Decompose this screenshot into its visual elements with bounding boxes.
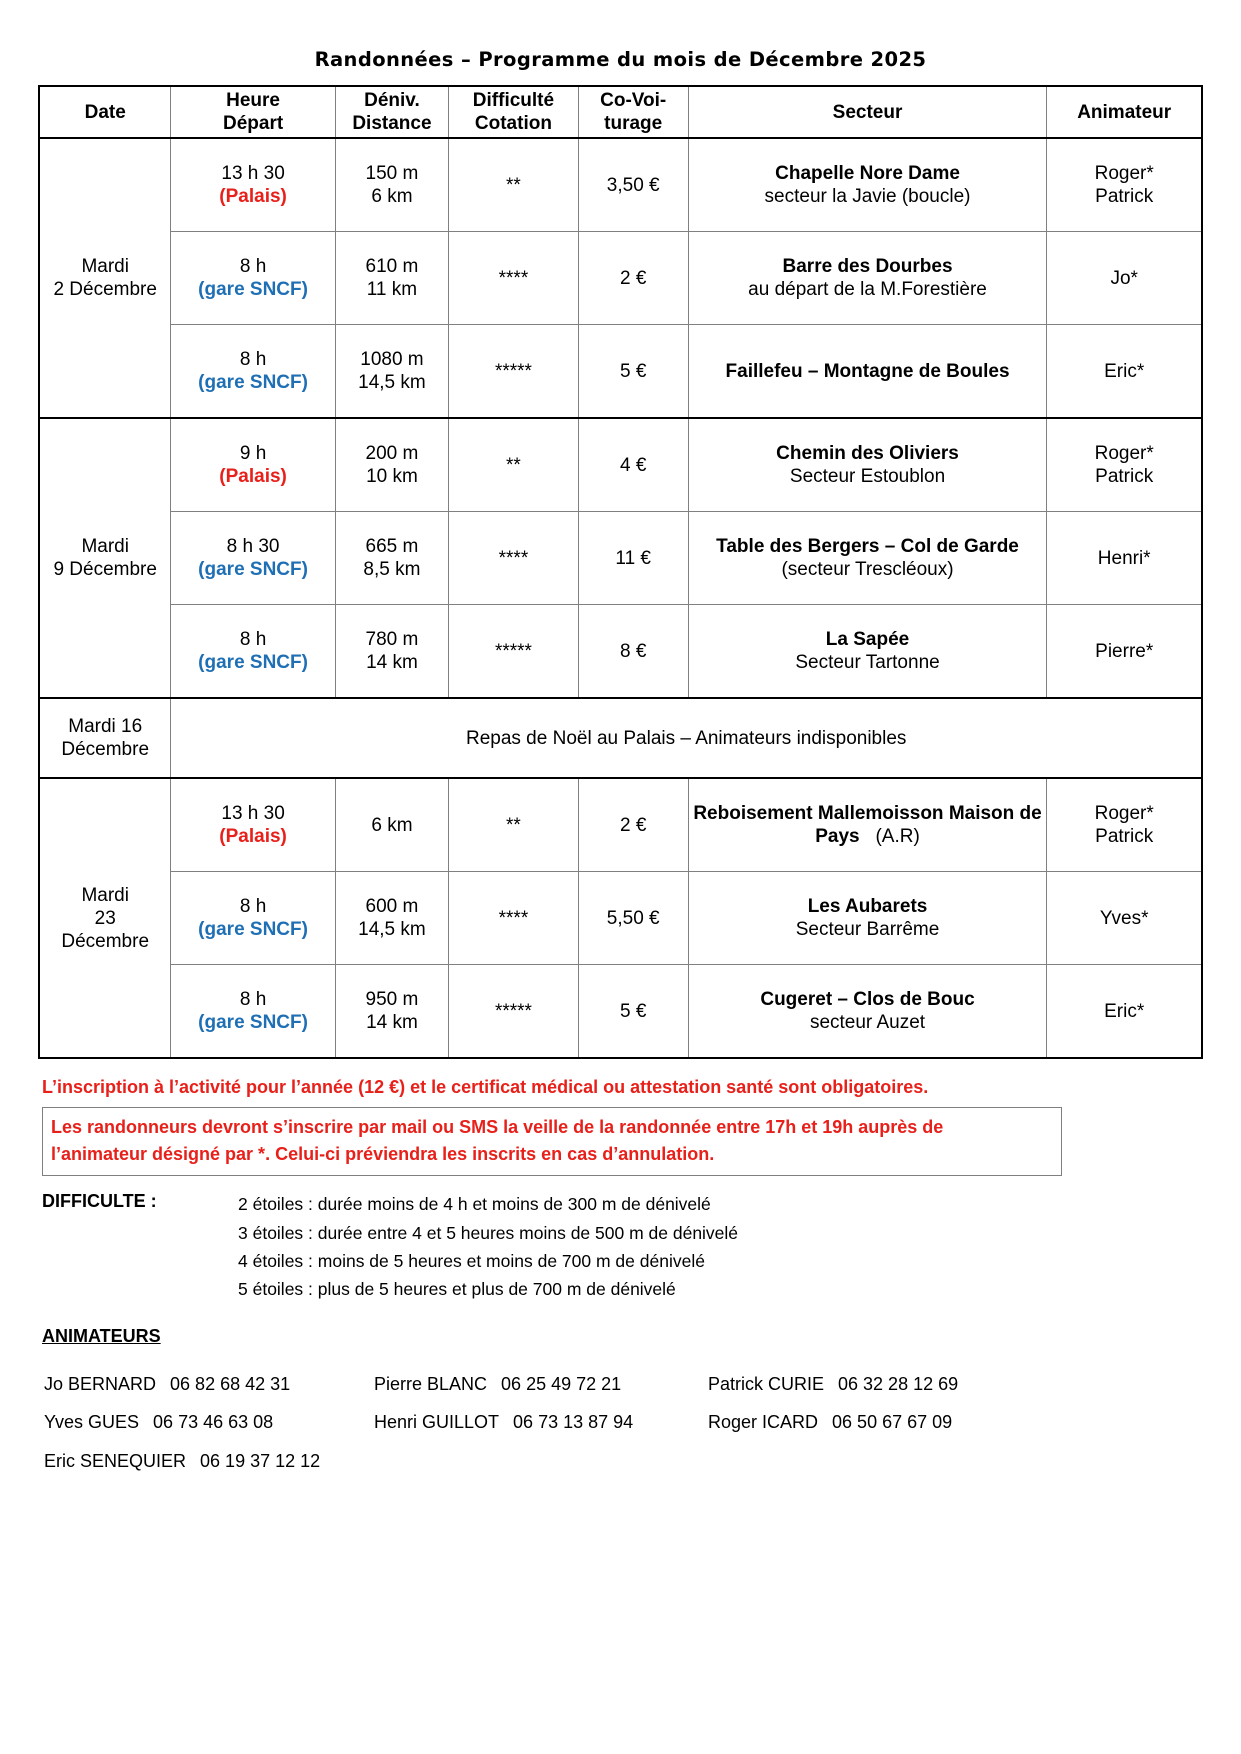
elevation-value: 665 m <box>365 536 419 558</box>
table-row <box>39 512 1202 605</box>
notice-box-line2: l’animateur désigné par *. Celui-ci préviendra les inscrits en cas d’annulation. <box>51 1144 715 1165</box>
sector-name: Reboisement Mallemoisson Maison de Pays (A.R) <box>693 803 1042 848</box>
departure-place: (gare SNCF) <box>198 1012 308 1034</box>
sector-name: Table des Bergers – Col de Garde <box>716 536 1019 558</box>
leader-cell <box>1047 418 1202 512</box>
difficulty-rating-cell: **** <box>449 512 579 605</box>
elevation-value: 610 m <box>365 256 419 278</box>
difficulte-line: 5 étoiles : plus de 5 heures et plus de 700 m de dénivelé <box>238 1279 676 1300</box>
animateur-phone: 06 73 13 87 94 <box>513 1412 634 1433</box>
animateur-name: Pierre BLANC <box>374 1373 488 1394</box>
elevation-value: 150 m <box>365 163 419 185</box>
sector-name: Chapelle Nore Dame <box>775 163 960 185</box>
leader-name: Eric* <box>1104 360 1145 382</box>
elevation-distance-cell <box>335 778 448 872</box>
date-cell <box>39 698 171 778</box>
difficulte-line: 2 étoiles : durée moins de 4 h et moins de 300 m de dénivelé <box>238 1194 711 1215</box>
date-cell <box>39 138 171 418</box>
animateur-entry <box>708 1365 1048 1404</box>
column-header-secteur: Secteur <box>688 86 1047 138</box>
animateur-row <box>44 1365 1203 1404</box>
date-line: Mardi <box>81 536 129 558</box>
date-line: Mardi 16 <box>68 716 143 738</box>
sector-subtitle: au départ de la M.Forestière <box>748 279 987 301</box>
animateur-phone: 06 82 68 42 31 <box>170 1373 291 1394</box>
table-row <box>39 965 1202 1059</box>
animateur-entry <box>374 1403 708 1442</box>
animateur-entry <box>44 1365 374 1404</box>
leader-name: Patrick <box>1095 186 1154 208</box>
elevation-value: 600 m <box>365 896 419 918</box>
difficulte-lines <box>238 1190 738 1303</box>
elevation-value: 1080 m <box>360 349 424 371</box>
elevation-distance-cell <box>335 418 448 512</box>
departure-place: (gare SNCF) <box>198 919 308 941</box>
distance-value: 6 km <box>371 814 413 836</box>
departure-cell <box>171 872 335 965</box>
notice-box-line1: Les randonneurs devront s’inscrire par mail ou SMS la veille de la randonnée entre 17h et 19h auprès de <box>51 1117 944 1138</box>
sector-cell <box>688 418 1047 512</box>
animateur-entry <box>44 1442 374 1481</box>
elevation-distance-cell <box>335 872 448 965</box>
departure-time: 8 h <box>239 256 267 278</box>
carpool-cost-cell: 11 € <box>578 512 688 605</box>
sector-cell <box>688 605 1047 699</box>
distance-value: 14 km <box>366 1012 418 1034</box>
sector-cell <box>688 512 1047 605</box>
difficulty-rating-cell: **** <box>449 232 579 325</box>
elevation-distance-cell <box>335 232 448 325</box>
departure-place: (Palais) <box>219 186 287 208</box>
animateur-phone: 06 32 28 12 69 <box>838 1373 959 1394</box>
difficulte-line: 3 étoiles : durée entre 4 et 5 heures moins de 500 m de dénivelé <box>238 1222 739 1243</box>
distance-value: 14,5 km <box>358 919 426 941</box>
difficulte-label: DIFFICULTE : <box>42 1191 157 1212</box>
difficulty-rating-cell: ***** <box>449 325 579 419</box>
animateur-name: Henri GUILLOT <box>374 1412 500 1433</box>
elevation-distance-cell <box>335 965 448 1059</box>
difficulty-rating-cell: ** <box>449 138 579 232</box>
elevation-distance-cell <box>335 512 448 605</box>
distance-value: 8,5 km <box>363 559 421 581</box>
animateur-phone: 06 25 49 72 21 <box>501 1373 622 1394</box>
table-row <box>39 418 1202 512</box>
leader-cell <box>1047 138 1202 232</box>
distance-value: 14,5 km <box>358 372 426 394</box>
table-body <box>39 138 1202 1058</box>
sector-subtitle: Secteur Tartonne <box>795 652 940 674</box>
difficulty-rating-cell: ** <box>449 778 579 872</box>
departure-cell <box>171 232 335 325</box>
header-diff-line1: Difficulté <box>472 90 555 111</box>
sector-subtitle: (secteur Trescléoux) <box>781 559 954 581</box>
leader-cell <box>1047 325 1202 419</box>
sector-name: Cugeret – Clos de Bouc <box>760 989 975 1011</box>
leader-name: Eric* <box>1104 1000 1145 1022</box>
date-line: Mardi <box>81 256 129 278</box>
leader-name: Roger* <box>1094 803 1154 825</box>
schedule-table <box>38 85 1203 1059</box>
date-line: 9 Décembre <box>53 559 157 581</box>
departure-time: 13 h 30 <box>221 803 285 825</box>
elevation-distance-cell <box>335 605 448 699</box>
departure-time: 8 h 30 <box>226 536 280 558</box>
date-line: Mardi <box>81 884 129 906</box>
sector-name: La Sapée <box>825 629 910 651</box>
elevation-value: 200 m <box>365 443 419 465</box>
difficulty-rating-cell: **** <box>449 872 579 965</box>
leader-name: Henri* <box>1097 547 1151 569</box>
animateur-row <box>44 1403 1203 1442</box>
animateur-name: Eric SENEQUIER <box>44 1451 187 1472</box>
departure-cell <box>171 778 335 872</box>
date-line: 23 <box>94 907 116 929</box>
animateur-name: Roger ICARD <box>708 1412 819 1433</box>
column-header-deniv-distance <box>335 86 448 138</box>
animateur-entry <box>44 1403 374 1442</box>
departure-cell <box>171 325 335 419</box>
animateur-phone: 06 73 46 63 08 <box>153 1412 274 1433</box>
animateur-entry <box>708 1403 1048 1442</box>
departure-time: 9 h <box>239 443 267 465</box>
header-deniv-line2: Distance <box>352 113 432 135</box>
animateur-entry <box>374 1365 708 1404</box>
sector-cell <box>688 965 1047 1059</box>
table-row <box>39 232 1202 325</box>
leader-name: Patrick <box>1095 826 1154 848</box>
carpool-cost-cell: 5,50 € <box>578 872 688 965</box>
carpool-cost-cell: 2 € <box>578 778 688 872</box>
date-line: 2 Décembre <box>53 279 157 301</box>
header-deniv-line1: Déniv. <box>364 90 420 111</box>
departure-place: (gare SNCF) <box>198 372 308 394</box>
leader-name: Pierre* <box>1095 640 1154 662</box>
departure-cell <box>171 605 335 699</box>
notice-inscription: L’inscription à l’activité pour l’année (12 €) et le certificat médical ou attestation santé sont obligatoires. <box>42 1077 929 1098</box>
column-header-heure-depart <box>171 86 335 138</box>
departure-time: 8 h <box>239 896 267 918</box>
carpool-cost-cell: 8 € <box>578 605 688 699</box>
sector-cell <box>688 138 1047 232</box>
leader-name: Yves* <box>1099 907 1149 929</box>
date-line: Décembre <box>61 739 150 761</box>
carpool-cost-cell: 2 € <box>578 232 688 325</box>
leader-cell <box>1047 965 1202 1059</box>
table-header <box>39 86 1202 138</box>
leader-cell <box>1047 778 1202 872</box>
departure-time: 8 h <box>239 349 267 371</box>
sector-subtitle: Secteur Estoublon <box>789 466 946 488</box>
departure-place: (gare SNCF) <box>198 279 308 301</box>
departure-place: (Palais) <box>219 466 287 488</box>
elevation-distance-cell <box>335 325 448 419</box>
elevation-distance-cell <box>335 138 448 232</box>
date-line: Décembre <box>61 930 150 952</box>
header-heure-line1: Heure <box>226 90 280 111</box>
departure-cell <box>171 138 335 232</box>
departure-cell <box>171 965 335 1059</box>
leader-name: Patrick <box>1095 466 1154 488</box>
carpool-cost-cell: 3,50 € <box>578 138 688 232</box>
elevation-value: 780 m <box>365 629 419 651</box>
leader-name: Roger* <box>1094 443 1154 465</box>
animateur-row <box>44 1442 1203 1481</box>
page-title: Randonnées – Programme du mois de Décembre 2025 <box>314 48 927 71</box>
animateur-name: Yves GUES <box>44 1412 140 1433</box>
sector-extra-note: (A.R) <box>859 826 920 848</box>
sector-subtitle: secteur la Javie (boucle) <box>764 186 971 208</box>
difficulty-rating-cell: ***** <box>449 965 579 1059</box>
header-covoit-line2: turage <box>604 113 663 135</box>
column-header-covoiturage <box>578 86 688 138</box>
header-covoit-line1: Co-Voi- <box>600 90 667 111</box>
notice-box-registration <box>42 1107 1062 1176</box>
departure-place: (gare SNCF) <box>198 559 308 581</box>
header-row <box>39 86 1202 138</box>
holiday-note-cell: Repas de Noël au Palais – Animateurs indisponibles <box>171 698 1202 778</box>
carpool-cost-cell: 5 € <box>578 965 688 1059</box>
sector-subtitle: Secteur Barrême <box>795 919 940 941</box>
leader-cell <box>1047 605 1202 699</box>
distance-value: 10 km <box>366 466 418 488</box>
column-header-animateur: Animateur <box>1047 86 1202 138</box>
sector-cell <box>688 872 1047 965</box>
leader-cell <box>1047 872 1202 965</box>
sector-cell <box>688 778 1047 872</box>
leader-name: Roger* <box>1094 163 1154 185</box>
header-diff-line2: Cotation <box>474 113 552 135</box>
difficulte-section <box>42 1190 1203 1303</box>
table-row <box>39 778 1202 872</box>
departure-place: (gare SNCF) <box>198 652 308 674</box>
sector-cell <box>688 325 1047 419</box>
animateurs-list <box>44 1365 1203 1481</box>
date-cell <box>39 778 171 1058</box>
sector-cell <box>688 232 1047 325</box>
carpool-cost-cell: 5 € <box>578 325 688 419</box>
carpool-cost-cell: 4 € <box>578 418 688 512</box>
leader-name: Jo* <box>1110 267 1138 289</box>
header-heure-line2: Départ <box>222 113 284 135</box>
leader-cell <box>1047 512 1202 605</box>
sector-name: Les Aubarets <box>807 896 928 918</box>
departure-time: 13 h 30 <box>221 163 285 185</box>
departure-place: (Palais) <box>219 826 287 848</box>
sector-subtitle: secteur Auzet <box>809 1012 926 1034</box>
distance-value: 6 km <box>371 186 413 208</box>
column-header-difficulte-cotation <box>449 86 579 138</box>
table-row <box>39 698 1202 778</box>
table-row <box>39 325 1202 419</box>
animateur-name: Jo BERNARD <box>44 1373 157 1394</box>
date-cell <box>39 418 171 698</box>
departure-time: 8 h <box>239 629 267 651</box>
sector-name: Barre des Dourbes <box>782 256 953 278</box>
table-row <box>39 605 1202 699</box>
sector-name: Faillefeu – Montagne de Boules <box>725 360 1010 382</box>
elevation-value: 950 m <box>365 989 419 1011</box>
table-row <box>39 872 1202 965</box>
departure-cell <box>171 418 335 512</box>
table-row <box>39 138 1202 232</box>
animateur-phone: 06 50 67 67 09 <box>832 1412 953 1433</box>
animateurs-title: ANIMATEURS <box>42 1325 161 1346</box>
distance-value: 11 km <box>366 279 418 301</box>
animateur-phone: 06 19 37 12 12 <box>200 1451 321 1472</box>
leader-cell <box>1047 232 1202 325</box>
distance-value: 14 km <box>366 652 418 674</box>
sector-name: Chemin des Oliviers <box>776 443 959 465</box>
difficulte-line: 4 étoiles : moins de 5 heures et moins de 700 m de dénivelé <box>238 1251 705 1272</box>
difficulty-rating-cell: ** <box>449 418 579 512</box>
difficulty-rating-cell: ***** <box>449 605 579 699</box>
column-header-date: Date <box>39 86 171 138</box>
animateur-name: Patrick CURIE <box>708 1373 825 1394</box>
departure-time: 8 h <box>239 989 267 1011</box>
departure-cell <box>171 512 335 605</box>
